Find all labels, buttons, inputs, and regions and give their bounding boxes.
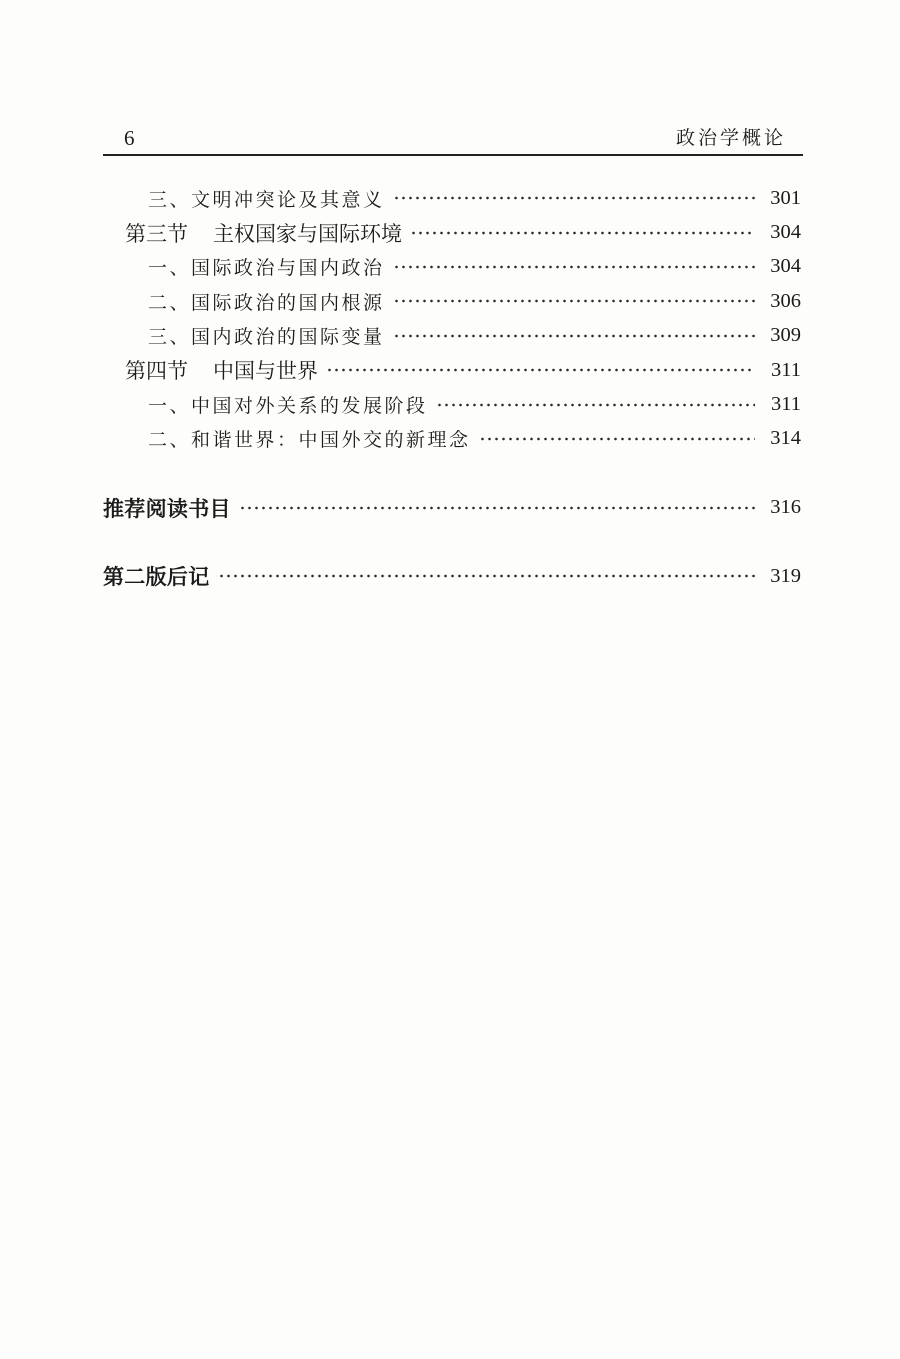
toc-entry-title: 三、国内政治的国际变量: [148, 326, 385, 349]
dot-leader: [410, 231, 755, 235]
toc-entry-page: 304: [770, 221, 801, 244]
dot-leader: [326, 368, 755, 372]
blank-line: [103, 525, 801, 559]
toc-section-number: 第三节: [125, 221, 188, 246]
toc-section-number: 第四节: [125, 359, 188, 384]
toc-entry-title: 二、和谐世界：中国外交的新理念: [148, 429, 471, 452]
toc-major-entry: [103, 491, 801, 525]
toc-entry: [103, 319, 801, 353]
dot-leader: [393, 265, 755, 269]
dot-leader: [393, 196, 755, 200]
toc-entry-title: 二、国际政治的国内根源: [148, 291, 385, 314]
header-rule: [103, 154, 803, 156]
toc-entry-title: 推荐阅读书目: [103, 495, 231, 521]
toc-entry-title: 一、国际政治与国内政治: [148, 257, 385, 280]
toc-entry-title: 中国与世界: [213, 359, 318, 384]
toc-entry-page: 319: [770, 564, 801, 587]
dot-leader: [393, 334, 755, 338]
dot-leader: [239, 506, 755, 510]
table-of-contents: [103, 181, 801, 594]
dot-leader: [393, 299, 755, 303]
toc-entry-page: 316: [770, 496, 801, 519]
dot-leader: [218, 574, 756, 578]
toc-major-entry: [103, 559, 801, 593]
toc-entry-page: 311: [771, 358, 801, 381]
toc-entry-title: 一、中国对外关系的发展阶段: [148, 395, 428, 418]
toc-entry: [103, 387, 801, 421]
toc-entry-page: 311: [771, 393, 801, 416]
dot-leader: [436, 403, 755, 407]
toc-section-entry: [103, 215, 801, 249]
toc-entry-page: 309: [770, 324, 801, 347]
blank-line: [103, 456, 801, 490]
toc-entry-page: 301: [770, 186, 801, 209]
toc-entry: [103, 284, 801, 318]
toc-entry: [103, 422, 801, 456]
toc-entry-title: 第二版后记: [103, 564, 210, 590]
page-number: 6: [124, 126, 135, 150]
toc-entry-title: 三、文明冲突论及其意义: [148, 188, 385, 211]
toc-entry-page: 314: [770, 427, 801, 450]
toc-section-entry: [103, 353, 801, 387]
toc-entry-page: 306: [770, 289, 801, 312]
toc-entry: [103, 181, 801, 215]
dot-leader: [479, 437, 755, 441]
toc-entry: [103, 250, 801, 284]
running-header-title: 政治学概论: [675, 127, 786, 149]
toc-entry-page: 304: [770, 255, 801, 278]
toc-entry-title: 主权国家与国际环境: [213, 221, 402, 246]
